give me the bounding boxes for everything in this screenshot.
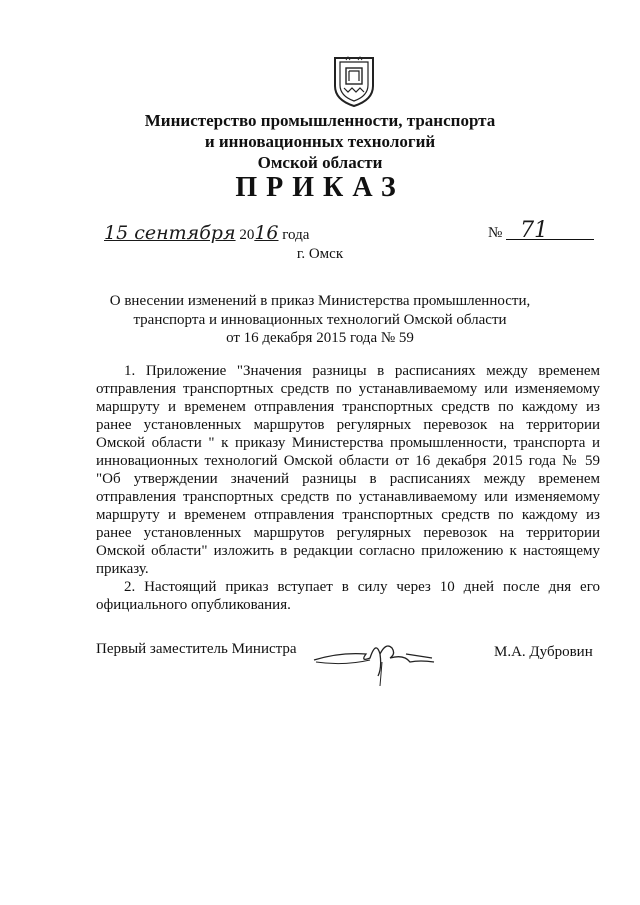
date-year-prefix: 20 xyxy=(239,227,255,243)
city: г. Омск xyxy=(296,246,344,262)
body-paragraph-2: 2. Настоящий приказ вступает в силу через 10 дней после дня его официального опубликования. xyxy=(96,579,600,613)
date-year-handwritten: 16 xyxy=(254,222,279,244)
ministry-name-line2: и инновационных технологий xyxy=(204,132,436,151)
subject-line2: транспорта и инновационных технологий Омской области xyxy=(133,311,507,328)
subject-line1: О внесении изменений в приказ Министерства промышленности, xyxy=(109,293,531,309)
date-day-month: 15 сентября xyxy=(104,222,236,244)
document-title: ПРИКАЗ xyxy=(235,172,405,203)
signatory-name: М.А. Дубровин xyxy=(494,644,593,660)
body-paragraph-1: 1. Приложение "Значения разницы в расписаниях между временем отправления транспортных средств по устанавливаемому или изменяемому маршруту и временем отправления транспортных средств по каждому из ранее установленных маршрутов регулярных перевозок на территории Омской области " к приказу Министерства промышленности, транспорта и инновационных технологий Омской области от 16 декабря 2015 года № 59 "Об утверждении значений разницы в расписаниях между временем отправления транспортных средств по устанавливаемому или изменяемому маршруту и временем отправления транспортных средств по каждому из ранее установленных маршрутов регулярных перевозок на территории Омской области" изложить в редакции согласно приложению к настоящему приказу. xyxy=(96,363,600,577)
signatory-position: Первый заместитель Министра xyxy=(96,641,297,657)
coat-of-arms-icon xyxy=(332,56,376,108)
number-label: № xyxy=(488,225,503,241)
number-handwritten: 71 xyxy=(506,222,594,240)
document-body xyxy=(96,362,600,614)
date-year-suffix: года xyxy=(282,227,310,243)
ministry-name-line1: Министерство промышленности, транспорта xyxy=(144,111,496,130)
document-date xyxy=(104,222,309,244)
document-number xyxy=(488,218,594,243)
ministry-name-line3: Омской области xyxy=(257,153,383,172)
signature-icon xyxy=(310,632,450,688)
subject-line3: от 16 декабря 2015 года № 59 xyxy=(226,330,414,346)
document-subject xyxy=(0,292,640,348)
